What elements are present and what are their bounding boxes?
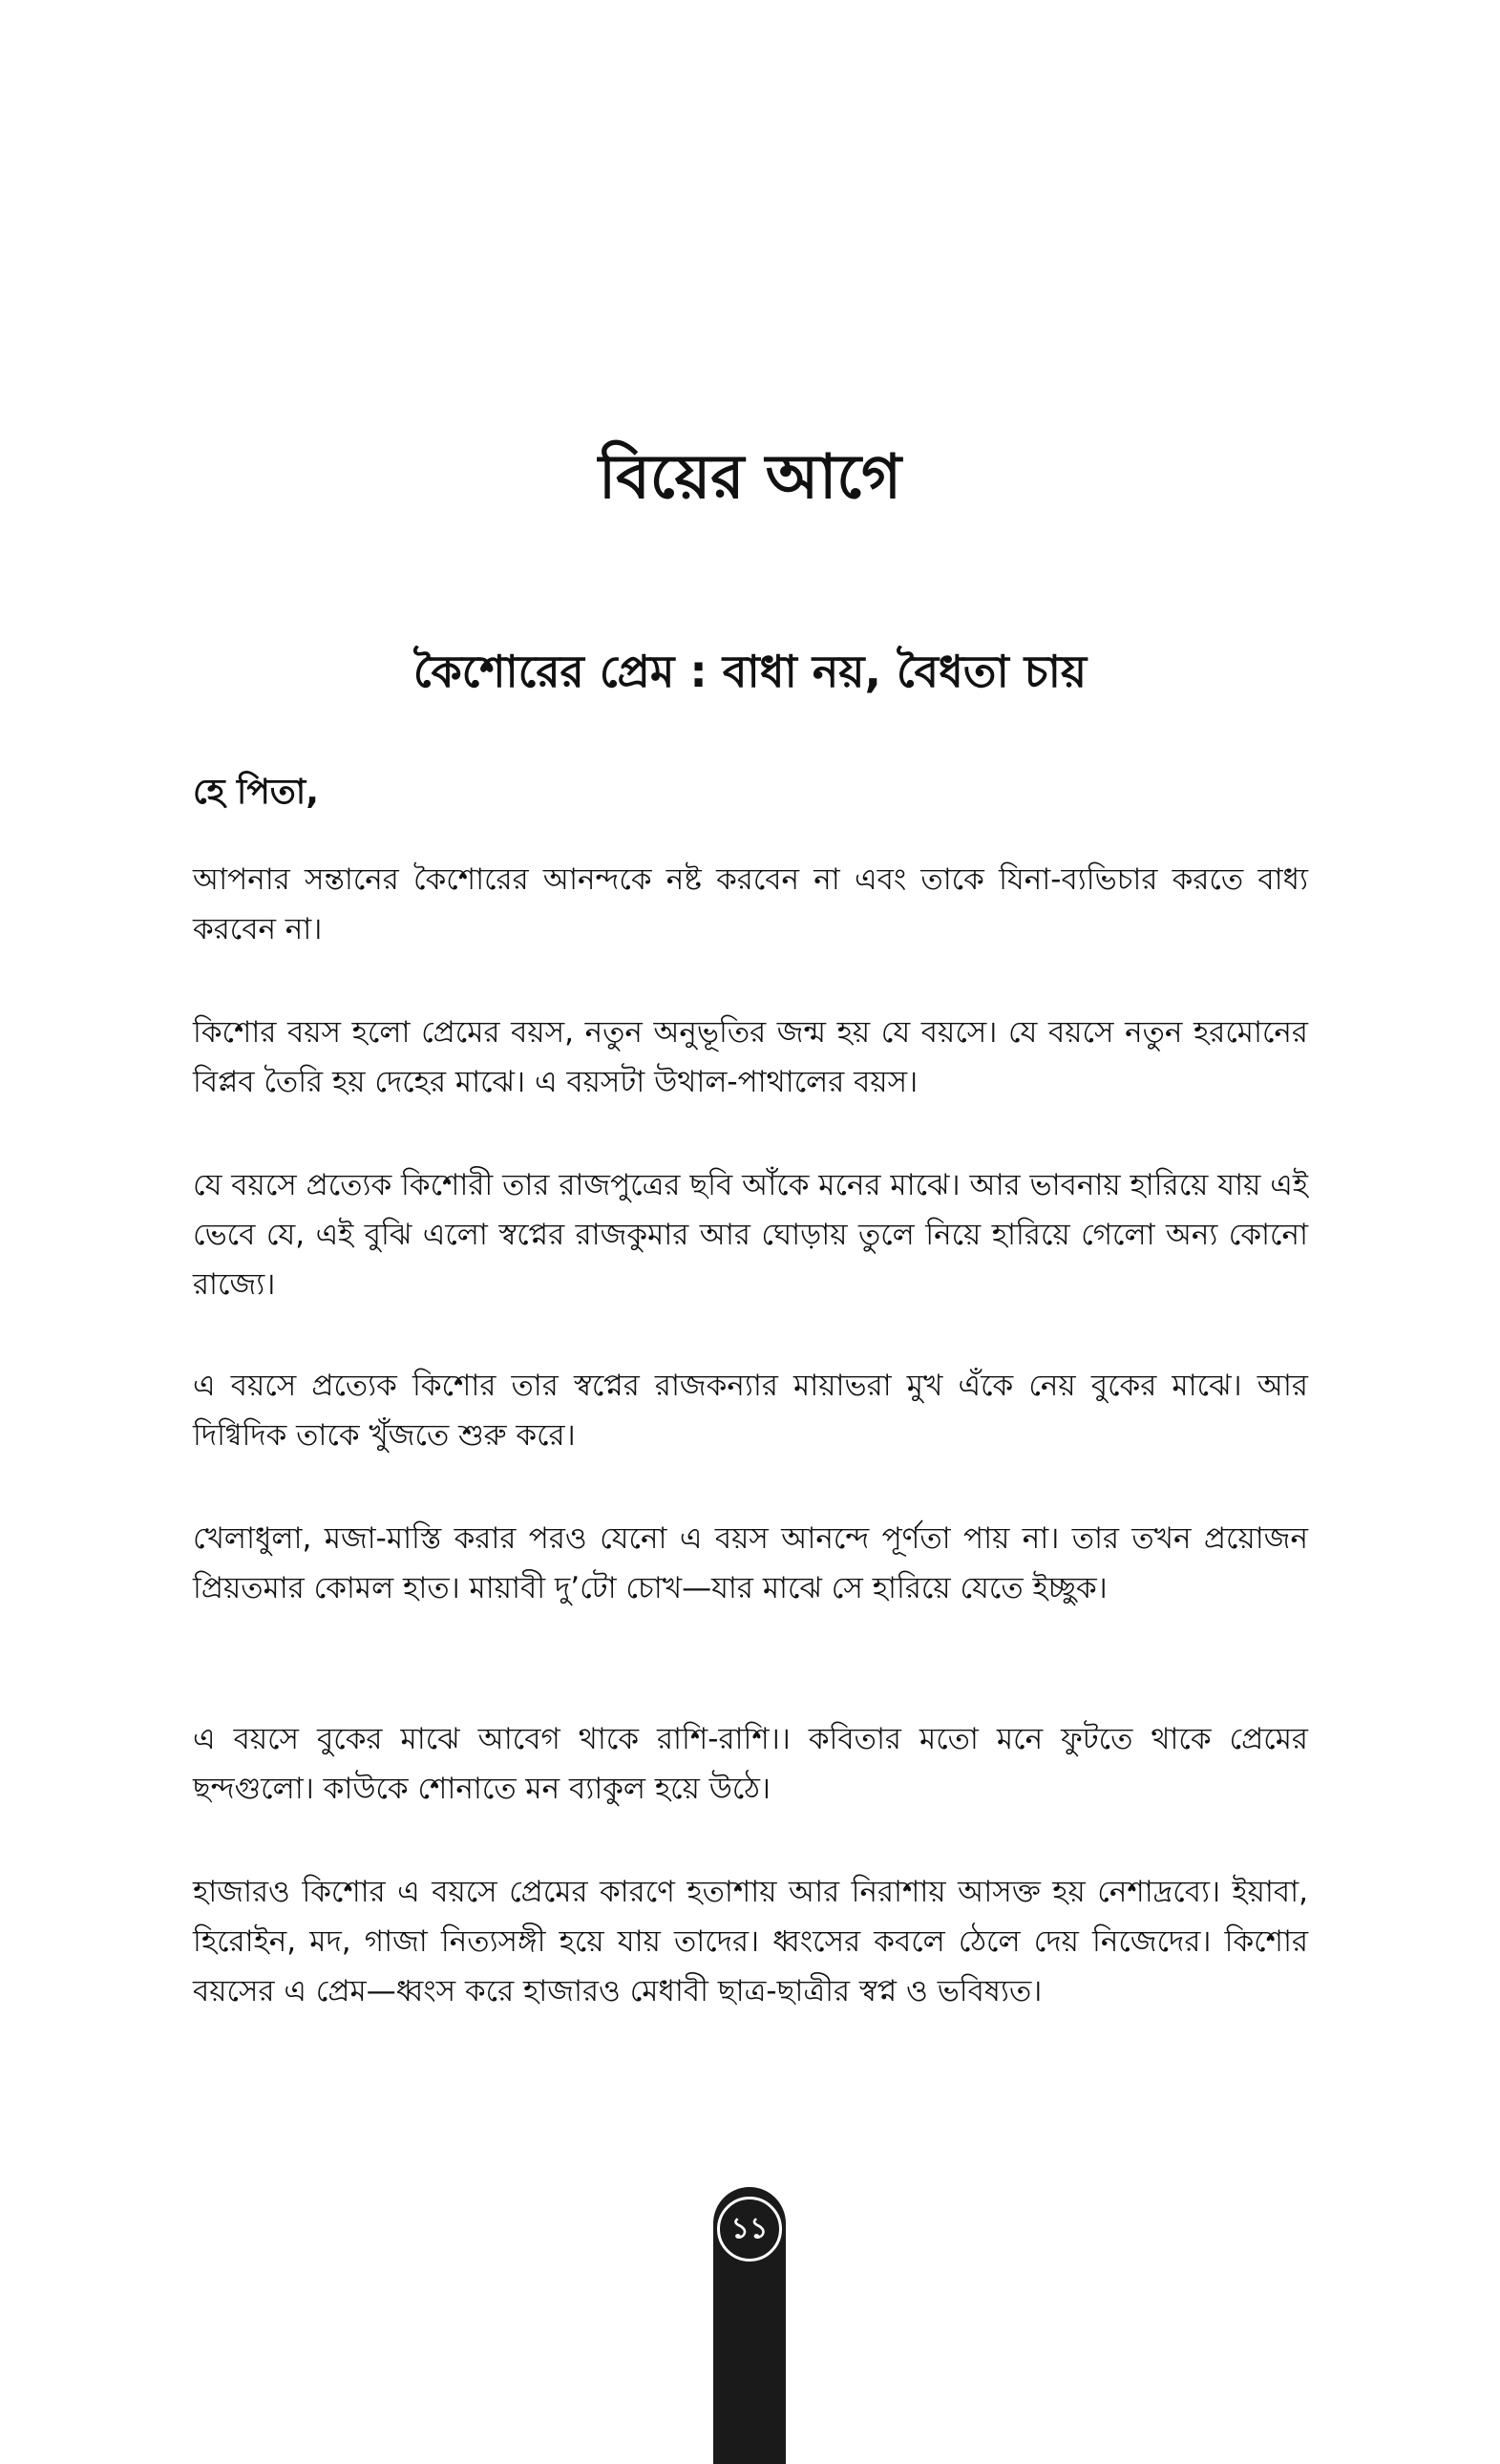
paragraph-7: হাজারও কিশোর এ বয়সে প্রেমের কারণে হতাশায় আর নিরাশায় আসক্ত হয় নেশাদ্রব্যে। ইয়াবা, হিরোইন, মদ, গাজা নিত্যসঙ্গী হয়ে যায় তাদের। ধ্বংসের কবলে ঠেলে দেয় নিজেদের। কিশোর বয়সের এ প্রেম—ধ্বংস করে হাজারও মেধাবী ছাত্র-ছাত্রীর স্বপ্ন ও ভবিষ্যত। xyxy=(193,1875,1308,2008)
salutation: হে পিতা, xyxy=(193,773,319,812)
paragraph-6: এ বয়সে বুকের মাঝে আবেগ থাকে রাশি-রাশি।। কবিতার মতো মনে ফুটতে থাকে প্রেমের ছন্দগুলো। কাউকে শোনাতে মন ব্যাকুল হয়ে উঠে। xyxy=(193,1722,1308,1806)
section-title: কৈশোরের প্রেম : বাধা নয়, বৈধতা চায় xyxy=(412,646,1088,697)
paragraph-4: এ বয়সে প্রত্যেক কিশোর তার স্বপ্নের রাজকন্যার মায়াভরা মুখ এঁকে নেয় বুকের মাঝে। আর দিগ্বিদিক তাকে খুঁজতে শুরু করে। xyxy=(193,1369,1308,1453)
paragraph-2: কিশোর বয়স হলো প্রেমের বয়স, নতুন অনুভূতির জন্ম হয় যে বয়সে। যে বয়সে নতুন হরমোনের বিপ্লব তৈরি হয় দেহের মাঝে। এ বয়সটা উথাল-পাথালের বয়স। xyxy=(193,1015,1308,1099)
paragraph-5: খেলাধুলা, মজা-মাস্তি করার পরও যেনো এ বয়স আনন্দে পূর্ণতা পায় না। তার তখন প্রয়োজন প্রিয়তমার কোমল হাত। মায়াবী দু’টো চোখ—যার মাঝে সে হারিয়ে যেতে ইচ্ছুক। xyxy=(193,1521,1308,1605)
paragraph-3: যে বয়সে প্রত্যেক কিশোরী তার রাজপুত্রের ছবি আঁকে মনের মাঝে। আর ভাবনায় হারিয়ে যায় এই ভেবে যে, এই বুঝি এলো স্বপ্নের রাজকুমার আর ঘোড়ায় তুলে নিয়ে হারিয়ে গেলো অন্য কোনো রাজ্যে। xyxy=(193,1168,1308,1302)
paragraph-1: আপনার সন্তানের কৈশোরের আনন্দকে নষ্ট করবেন না এবং তাকে যিনা-ব্যভিচার করতে বাধ্য করবেন না। xyxy=(193,862,1308,946)
chapter-title: বিয়ের আগে xyxy=(598,442,902,513)
page-number: ১১ xyxy=(717,2197,782,2262)
